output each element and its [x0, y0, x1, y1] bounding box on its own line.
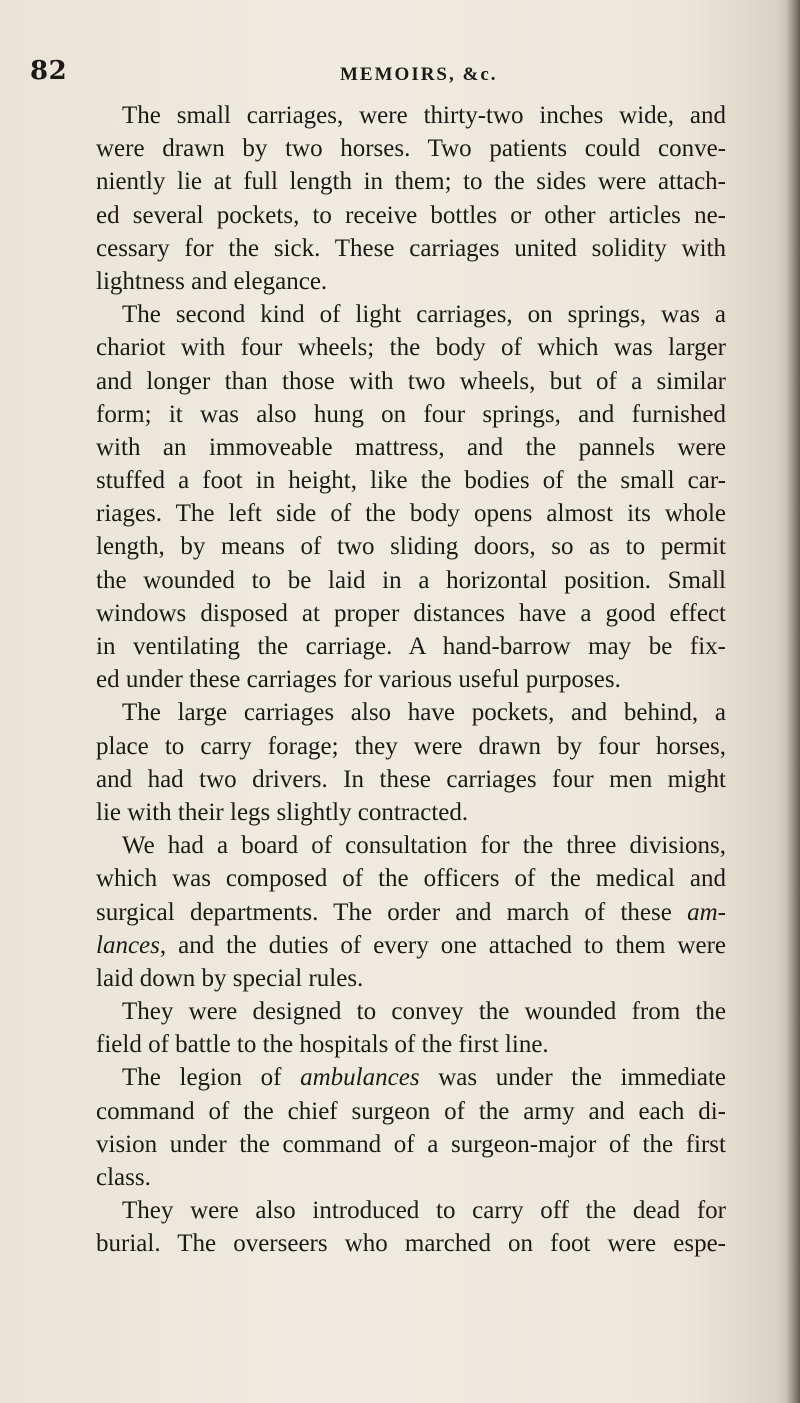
text-line: [96, 1061, 726, 1094]
page-edge-shadow: [786, 0, 800, 1403]
text-line: [96, 431, 726, 464]
text-segment: which was composed of the officers of the medical and: [96, 865, 726, 893]
text-segment: and longer than those with two wheels, but of a similar: [96, 367, 726, 395]
text-line: [96, 331, 726, 364]
text-segment: , and the duties of every one attached to them were: [159, 931, 726, 959]
text-segment: They were also introduced to carry off the dead for: [122, 1197, 726, 1225]
text-line: [96, 1128, 726, 1161]
text-line: [96, 564, 726, 597]
text-segment: They were designed to convey the wounded from the: [122, 998, 726, 1026]
text-line: [96, 929, 726, 962]
text-segment: command of the chief surgeon of the army and each di-: [96, 1097, 726, 1125]
text-segment: form; it was also hung on four springs, and furnished: [96, 400, 726, 428]
text-line: [96, 829, 726, 862]
text-line: [96, 530, 726, 563]
text-segment: length, by means of two sliding doors, so as to permit: [96, 533, 726, 561]
text-line: [96, 99, 726, 132]
text-line: [96, 696, 726, 729]
text-line: [96, 630, 726, 663]
text-segment: cessary for the sick. These carriages united solidity with: [96, 234, 726, 262]
text-line: [96, 464, 726, 497]
text-segment: The small carriages, were thirty-two inches wide, and: [122, 102, 726, 129]
text-segment: ed several pockets, to receive bottles or other articles ne-: [96, 201, 726, 229]
text-segment: We had a board of consultation for the three divisions,: [122, 832, 726, 860]
text-segment: riages. The left side of the body opens almost its whole: [96, 500, 726, 528]
text-segment: niently lie at full length in them; to the sides were attach-: [96, 168, 726, 196]
text-segment: and had two drivers. In these carriages four men might: [96, 765, 726, 793]
text-segment: surgical departments. The order and march of these: [96, 898, 688, 926]
text-line: [96, 1028, 726, 1061]
text-line: [96, 663, 726, 696]
text-line: [96, 265, 726, 298]
text-line: [96, 862, 726, 895]
text-line: [96, 199, 726, 232]
text-line: [96, 1161, 726, 1194]
text-segment: chariot with four wheels; the body of which was larger: [96, 334, 726, 362]
text-segment: place to carry forage; they were drawn by four horses,: [96, 732, 726, 760]
text-segment: lie with their legs slightly contracted.: [96, 798, 469, 826]
italic-segment: lances: [96, 931, 160, 959]
text-segment: vision under the command of a surgeon-major of the first: [96, 1130, 726, 1158]
text-segment: was under the immediate: [419, 1064, 726, 1092]
text-segment: lightness and elegance.: [96, 267, 328, 295]
italic-segment: am-: [687, 898, 726, 926]
text-line: [96, 896, 726, 929]
text-line: [96, 398, 726, 431]
text-line: [96, 365, 726, 398]
text-segment: were drawn by two horses. Two patients could conve-: [96, 135, 726, 163]
text-line: [96, 597, 726, 630]
text-segment: The large carriages also have pockets, and behind, a: [122, 699, 726, 727]
text-line: [96, 962, 726, 995]
body-text: [96, 99, 726, 1261]
text-line: [96, 1227, 726, 1260]
text-line: [96, 165, 726, 198]
text-line: [96, 1194, 726, 1227]
text-line: [96, 763, 726, 796]
text-line: [96, 796, 726, 829]
text-line: [96, 132, 726, 165]
text-segment: windows disposed at proper distances have a good effect: [96, 599, 726, 627]
text-segment: laid down by special rules.: [96, 964, 364, 992]
running-head: MEMOIRS, &c.: [340, 64, 498, 85]
text-line: [96, 497, 726, 530]
text-segment: burial. The overseers who marched on foot were espe-: [96, 1230, 726, 1258]
text-segment: class.: [96, 1164, 151, 1191]
text-line: [96, 298, 726, 331]
text-line: [96, 1095, 726, 1128]
text-segment: the wounded to be laid in a horizontal position. Small: [96, 566, 726, 594]
text-segment: The second kind of light carriages, on springs, was a: [122, 301, 726, 329]
text-segment: stuffed a foot in height, like the bodies of the small car-: [96, 467, 726, 495]
text-line: [96, 995, 726, 1028]
text-segment: field of battle to the hospitals of the first line.: [96, 1031, 549, 1059]
text-segment: with an immoveable mattress, and the pannels were: [96, 433, 726, 461]
page-number: 82: [30, 56, 68, 86]
text-segment: in ventilating the carriage. A hand-barrow may be fix-: [96, 633, 726, 660]
text-segment: ed under these carriages for various useful purposes.: [96, 666, 621, 694]
text-segment: The legion of: [122, 1064, 301, 1092]
text-line: [96, 730, 726, 763]
page-header: [30, 56, 730, 96]
text-line: [96, 232, 726, 265]
italic-segment: ambulances: [300, 1064, 420, 1092]
